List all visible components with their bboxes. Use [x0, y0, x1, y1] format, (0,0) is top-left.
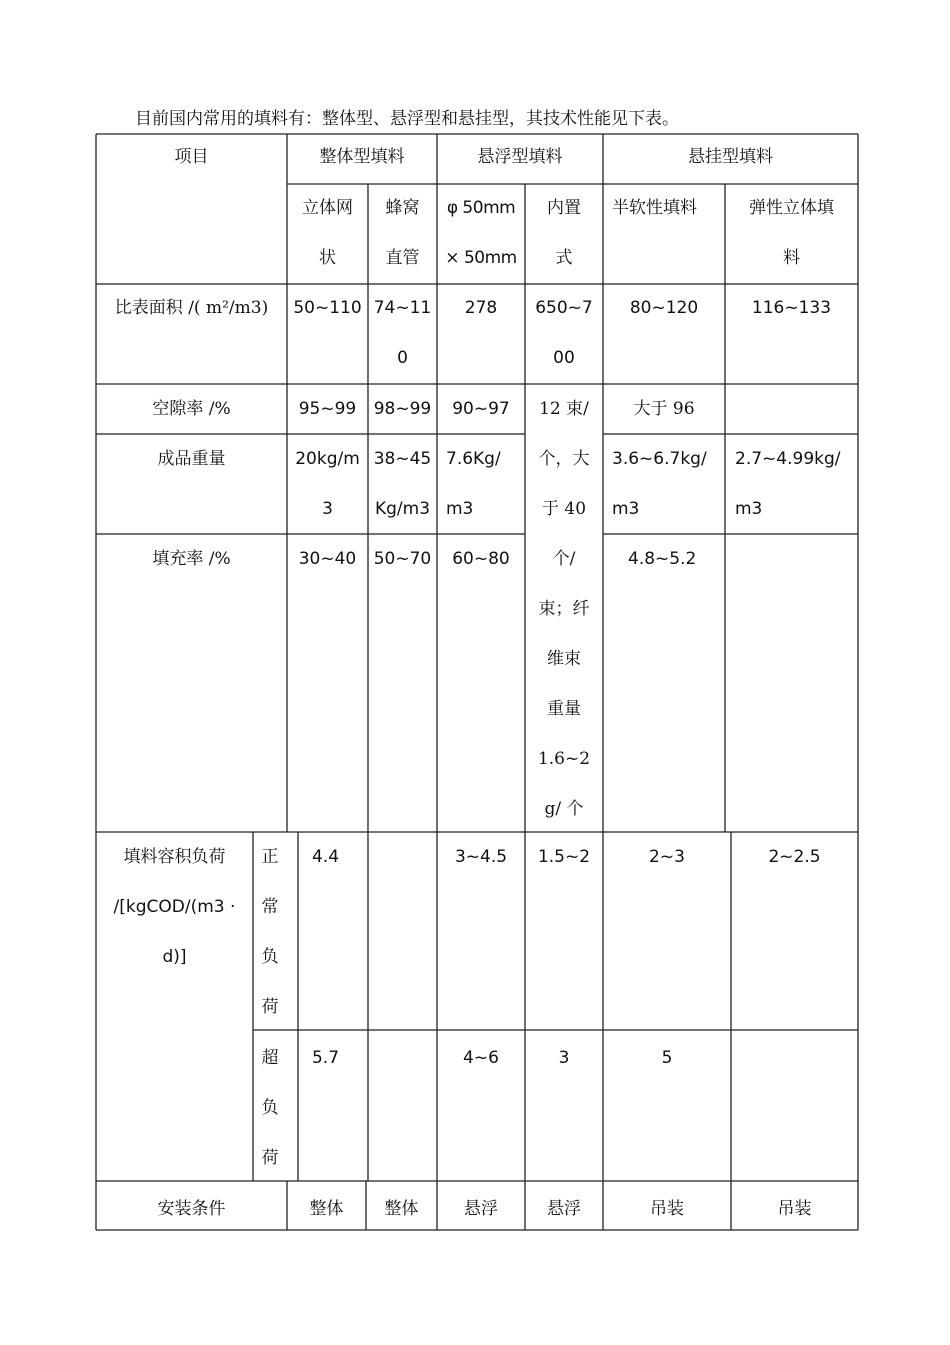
row-weight-v1: 20kg/m 3: [295, 449, 360, 519]
row-weight-label: 成品重量: [157, 449, 226, 469]
load-over-v3: 4~6: [463, 1048, 499, 1068]
load-over-v4: 3: [558, 1048, 570, 1068]
row-specific-area-v1: 50~110: [293, 298, 362, 318]
load-normal-v5: 2~3: [649, 847, 685, 867]
row-specific-area-v4: 650~7 00: [535, 298, 593, 368]
intro-text: 目前国内常用的填料有：整体型、悬浮型和悬挂型，其技术性能见下表。: [135, 109, 679, 129]
load-over-label: 超 负 荷: [261, 1048, 279, 1168]
load-normal-label: 正 常 负 荷: [261, 847, 279, 1017]
builtin-merged-cell: 12 束/ 个，大 于 40 个/ 束；纤 维束 重量 1.6~2 g/ 个: [537, 399, 591, 819]
header-sub-phi50: φ 50mm × 50mm: [445, 198, 517, 268]
row-install-v1: 整体: [309, 1199, 344, 1219]
row-install-label: 安装条件: [157, 1199, 226, 1219]
load-normal-v3: 3~4.5: [454, 847, 508, 867]
header-sub-builtin: 内置 式: [547, 198, 581, 268]
row-specific-area-v5: 80~120: [629, 298, 699, 318]
row-fill-rate-v3: 60~80: [452, 549, 510, 569]
load-normal-v1: 4.4: [311, 847, 340, 867]
row-specific-area-v6: 116~133: [751, 298, 832, 318]
header-sub-honeycomb: 蜂窝 直管: [385, 198, 420, 268]
header-group-integral: 整体型填料: [319, 147, 405, 167]
row-install-v3: 悬浮: [464, 1199, 498, 1219]
row-porosity-v2: 98~99: [373, 399, 432, 419]
row-porosity-v5: 大于 96: [633, 399, 695, 419]
header-sub-semisoft: 半软性填料: [612, 198, 697, 218]
header-group-hanging: 悬挂型填料: [688, 147, 773, 167]
row-install-v2: 整体: [384, 1199, 419, 1219]
row-fill-rate-v5: 4.8~5.2: [628, 549, 697, 569]
row-fill-rate-label: 填充率 /%: [152, 549, 231, 569]
row-porosity-v1: 95~99: [298, 399, 357, 419]
row-install-v4: 悬浮: [547, 1199, 581, 1219]
load-normal-v6: 2~2.5: [768, 847, 821, 867]
row-porosity-v3: 90~97: [452, 399, 510, 419]
row-weight-v3: 7.6Kg/ m3: [446, 449, 501, 519]
header-sub-3d-net: 立体网 状: [302, 198, 353, 268]
row-install-v6: 吊装: [777, 1199, 812, 1219]
row-weight-v2: 38~45 Kg/m3: [373, 449, 432, 519]
header-sub-elastic: 弹性立体填 料: [749, 198, 834, 268]
header-group-suspended: 悬浮型填料: [477, 147, 563, 167]
row-install-v5: 吊装: [650, 1199, 684, 1219]
row-fill-rate-v2: 50~70: [373, 549, 432, 569]
row-specific-area-label: 比表面积 /( m²/m3): [114, 298, 269, 318]
load-over-v5: 5: [661, 1048, 673, 1068]
row-specific-area-v2: 74~11 0: [373, 298, 432, 368]
load-normal-v4: 1.5~2: [537, 847, 591, 867]
row-porosity-label: 空隙率 /%: [152, 399, 231, 419]
row-specific-area-v3: 278: [464, 298, 498, 318]
row-weight-v5: 3.6~6.7kg/ m3: [612, 449, 707, 519]
header-item: 项目: [174, 147, 209, 167]
row-fill-rate-v1: 30~40: [298, 549, 357, 569]
row-weight-v6: 2.7~4.99kg/ m3: [735, 449, 841, 519]
row-load-label: 填料容积负荷 /[kgCOD/(m3 · d)]: [113, 847, 236, 967]
load-over-v1: 5.7: [311, 1048, 340, 1068]
